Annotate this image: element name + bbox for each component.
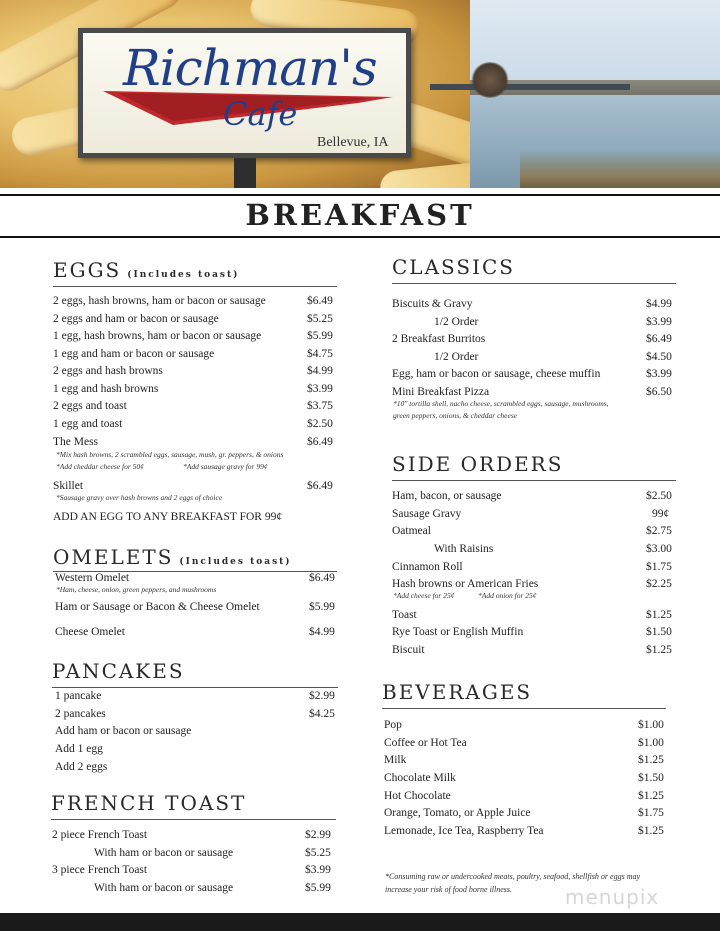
item-price: $1.25 — [646, 609, 672, 621]
omelets-note: (Includes toast) — [179, 557, 292, 567]
item-price: $3.75 — [307, 400, 333, 412]
item-price: $1.25 — [638, 754, 664, 766]
skillet-description: *Sausage gravy over hash browns and 2 eggs of choice — [56, 493, 223, 502]
list-item: Egg, ham or bacon or sausage, cheese muffin — [392, 368, 601, 380]
list-item: 1 egg and hash browns — [53, 383, 159, 395]
item-price: $2.25 — [646, 578, 672, 590]
list-item: Orange, Tomato, or Apple Juice — [384, 807, 531, 819]
item-price: $1.50 — [646, 626, 672, 638]
list-item: Coffee or Hot Tea — [384, 737, 467, 749]
list-item: Hot Chocolate — [384, 790, 451, 802]
list-item: Cinnamon Roll — [392, 561, 463, 573]
menupix-watermark: menupix — [565, 885, 660, 909]
pancakes-section — [52, 659, 338, 688]
grass — [520, 150, 720, 188]
item-price: $3.00 — [646, 543, 672, 555]
side-orders-section — [392, 452, 676, 481]
list-item: Biscuit — [392, 644, 425, 656]
item-price: $4.75 — [307, 348, 333, 360]
list-item: 2 piece French Toast — [52, 829, 148, 841]
title-rule-top — [0, 194, 720, 196]
classics-section — [392, 255, 676, 284]
title-rule-bottom — [0, 236, 720, 238]
list-item: Pop — [384, 719, 402, 731]
item-price: $5.25 — [307, 313, 333, 325]
list-item: 1/2 Order — [434, 351, 479, 363]
item-price: $5.99 — [309, 601, 335, 613]
french-toast-heading: FRENCH TOAST — [51, 791, 247, 815]
list-item: Add 2 eggs — [55, 761, 108, 773]
item-price: $5.99 — [307, 330, 333, 342]
list-item: 3 piece French Toast — [52, 864, 148, 876]
list-item: Lemonade, Ice Tea, Raspberry Tea — [384, 825, 544, 837]
item-price: $1.75 — [646, 561, 672, 573]
item-price: $5.25 — [305, 847, 331, 859]
list-item: Ham, bacon, or sausage — [392, 490, 502, 502]
list-item: Rye Toast or English Muffin — [392, 626, 524, 638]
list-item: Mini Breakfast Pizza — [392, 386, 490, 398]
item-price: $2.50 — [307, 418, 333, 430]
list-item: 2 eggs, hash browns, ham or bacon or sausage — [53, 295, 266, 307]
item-price: $1.25 — [638, 790, 664, 802]
classics-heading: CLASSICS — [392, 255, 515, 279]
mess-addon-gravy: *Add sausage gravy for 99¢ — [183, 462, 268, 471]
item-price: $4.50 — [646, 351, 672, 363]
eggs-rule — [53, 286, 337, 287]
item-price: $2.99 — [305, 829, 331, 841]
item-price: $6.49 — [309, 572, 335, 584]
item-price: $2.50 — [646, 490, 672, 502]
item-price: $3.99 — [305, 864, 331, 876]
beverages-heading: BEVERAGES — [382, 680, 533, 704]
hash-addon-onion: *Add onion for 25¢ — [478, 591, 537, 600]
add-egg-note: ADD AN EGG TO ANY BREAKFAST FOR 99¢ — [53, 511, 283, 523]
item-price: $1.00 — [638, 719, 664, 731]
sign-post — [234, 158, 256, 188]
list-item: Add ham or bacon or sausage — [55, 725, 192, 737]
omelets-section — [53, 545, 337, 572]
list-item: Chocolate Milk — [384, 772, 456, 784]
list-item: Cheese Omelet — [55, 626, 125, 638]
sign-location: Bellevue, IA — [317, 135, 389, 150]
item-price: $3.99 — [307, 383, 333, 395]
item-price: $4.99 — [309, 626, 335, 638]
list-item: Add 1 egg — [55, 743, 103, 755]
classics-rule — [392, 283, 676, 284]
item-price: $1.50 — [638, 772, 664, 784]
french-toast-section — [51, 791, 336, 820]
side-orders-rule — [392, 480, 676, 481]
mess-description: *Mix hash browns, 2 scrambled eggs, sausage, mush, gr. peppers, & onions — [56, 450, 284, 459]
item-price: $3.99 — [646, 316, 672, 328]
item-price: $2.99 — [309, 690, 335, 702]
pancakes-heading: PANCAKES — [52, 659, 185, 683]
list-item: 2 pancakes — [55, 708, 106, 720]
cafe-sign — [78, 28, 411, 158]
food-safety-disclaimer-2: increase your risk of food borne illness. — [385, 885, 513, 894]
item-price: $6.49 — [307, 436, 333, 448]
list-item: With ham or bacon or sausage — [94, 847, 234, 859]
list-item: 2 eggs and ham or bacon or sausage — [53, 313, 219, 325]
item-price: $6.49 — [307, 480, 333, 492]
list-item: With ham or bacon or sausage — [94, 882, 234, 894]
item-price: $6.49 — [646, 333, 672, 345]
item-price: $3.99 — [646, 368, 672, 380]
page-title: BREAKFAST — [245, 198, 475, 232]
item-price: $6.50 — [646, 386, 672, 398]
sign-title: Richman's — [123, 39, 377, 97]
list-item: Sausage Gravy — [392, 508, 462, 520]
pizza-description-2: green peppers, onions, & cheddar cheese — [393, 411, 518, 420]
list-item: Skillet — [53, 480, 84, 492]
list-item: 1 egg and ham or bacon or sausage — [53, 348, 215, 360]
hash-addon-cheese: *Add cheese for 25¢ — [393, 591, 455, 600]
list-item: Milk — [384, 754, 407, 766]
list-item: 1 egg, hash browns, ham or bacon or sausage — [53, 330, 262, 342]
list-item: 2 eggs and toast — [53, 400, 127, 412]
item-price: $2.75 — [646, 525, 672, 537]
list-item: 2 Breakfast Burritos — [392, 333, 486, 345]
item-price: $4.99 — [307, 365, 333, 377]
footer-bar — [0, 913, 720, 931]
beverages-section — [382, 680, 666, 709]
eggs-note: (Includes toast) — [127, 270, 240, 280]
list-item: Western Omelet — [55, 572, 130, 584]
item-price: $4.99 — [646, 298, 672, 310]
list-item: 1 pancake — [55, 690, 102, 702]
food-safety-disclaimer-1: *Consuming raw or undercooked meats, poultry, seafood, shellfish or eggs may — [385, 872, 641, 881]
list-item: Biscuits & Gravy — [392, 298, 473, 310]
item-price: $1.75 — [638, 807, 664, 819]
eggs-heading: EGGS (Includes toast) — [53, 258, 240, 282]
pancakes-rule — [52, 687, 338, 688]
list-item: 2 eggs and hash browns — [53, 365, 163, 377]
list-item: 1 egg and toast — [53, 418, 123, 430]
item-price: $1.25 — [638, 825, 664, 837]
list-item: Oatmeal — [392, 525, 431, 537]
item-price: $4.25 — [309, 708, 335, 720]
list-item: With Raisins — [434, 543, 494, 555]
tree — [470, 62, 510, 98]
omelets-heading: OMELETS (Includes toast) — [53, 545, 292, 569]
mess-addon-cheese: *Add cheddar cheese for 50¢ — [56, 462, 144, 471]
bridge — [430, 84, 630, 90]
item-price: $1.00 — [638, 737, 664, 749]
list-item: Ham or Sausage or Bacon & Cheese Omelet — [55, 601, 260, 613]
list-item: Hash browns or American Fries — [392, 578, 539, 590]
item-price: $1.25 — [646, 644, 672, 656]
side-orders-heading: SIDE ORDERS — [392, 452, 564, 476]
sign-subtitle: Cafe — [223, 95, 298, 133]
eggs-section — [53, 258, 337, 287]
pizza-description-1: *10" tortilla shell, nacho cheese, scrambled eggs, sausage, mushrooms, — [393, 399, 609, 408]
beverages-rule — [382, 708, 666, 709]
western-description: *Ham, cheese, onion, green peppers, and mushrooms — [56, 585, 217, 594]
list-item: Toast — [392, 609, 417, 621]
french-toast-rule — [51, 819, 336, 820]
list-item: The Mess — [53, 436, 99, 448]
item-price: $5.99 — [305, 882, 331, 894]
list-item: 1/2 Order — [434, 316, 479, 328]
item-price: $6.49 — [307, 295, 333, 307]
item-price: 99¢ — [652, 508, 670, 520]
